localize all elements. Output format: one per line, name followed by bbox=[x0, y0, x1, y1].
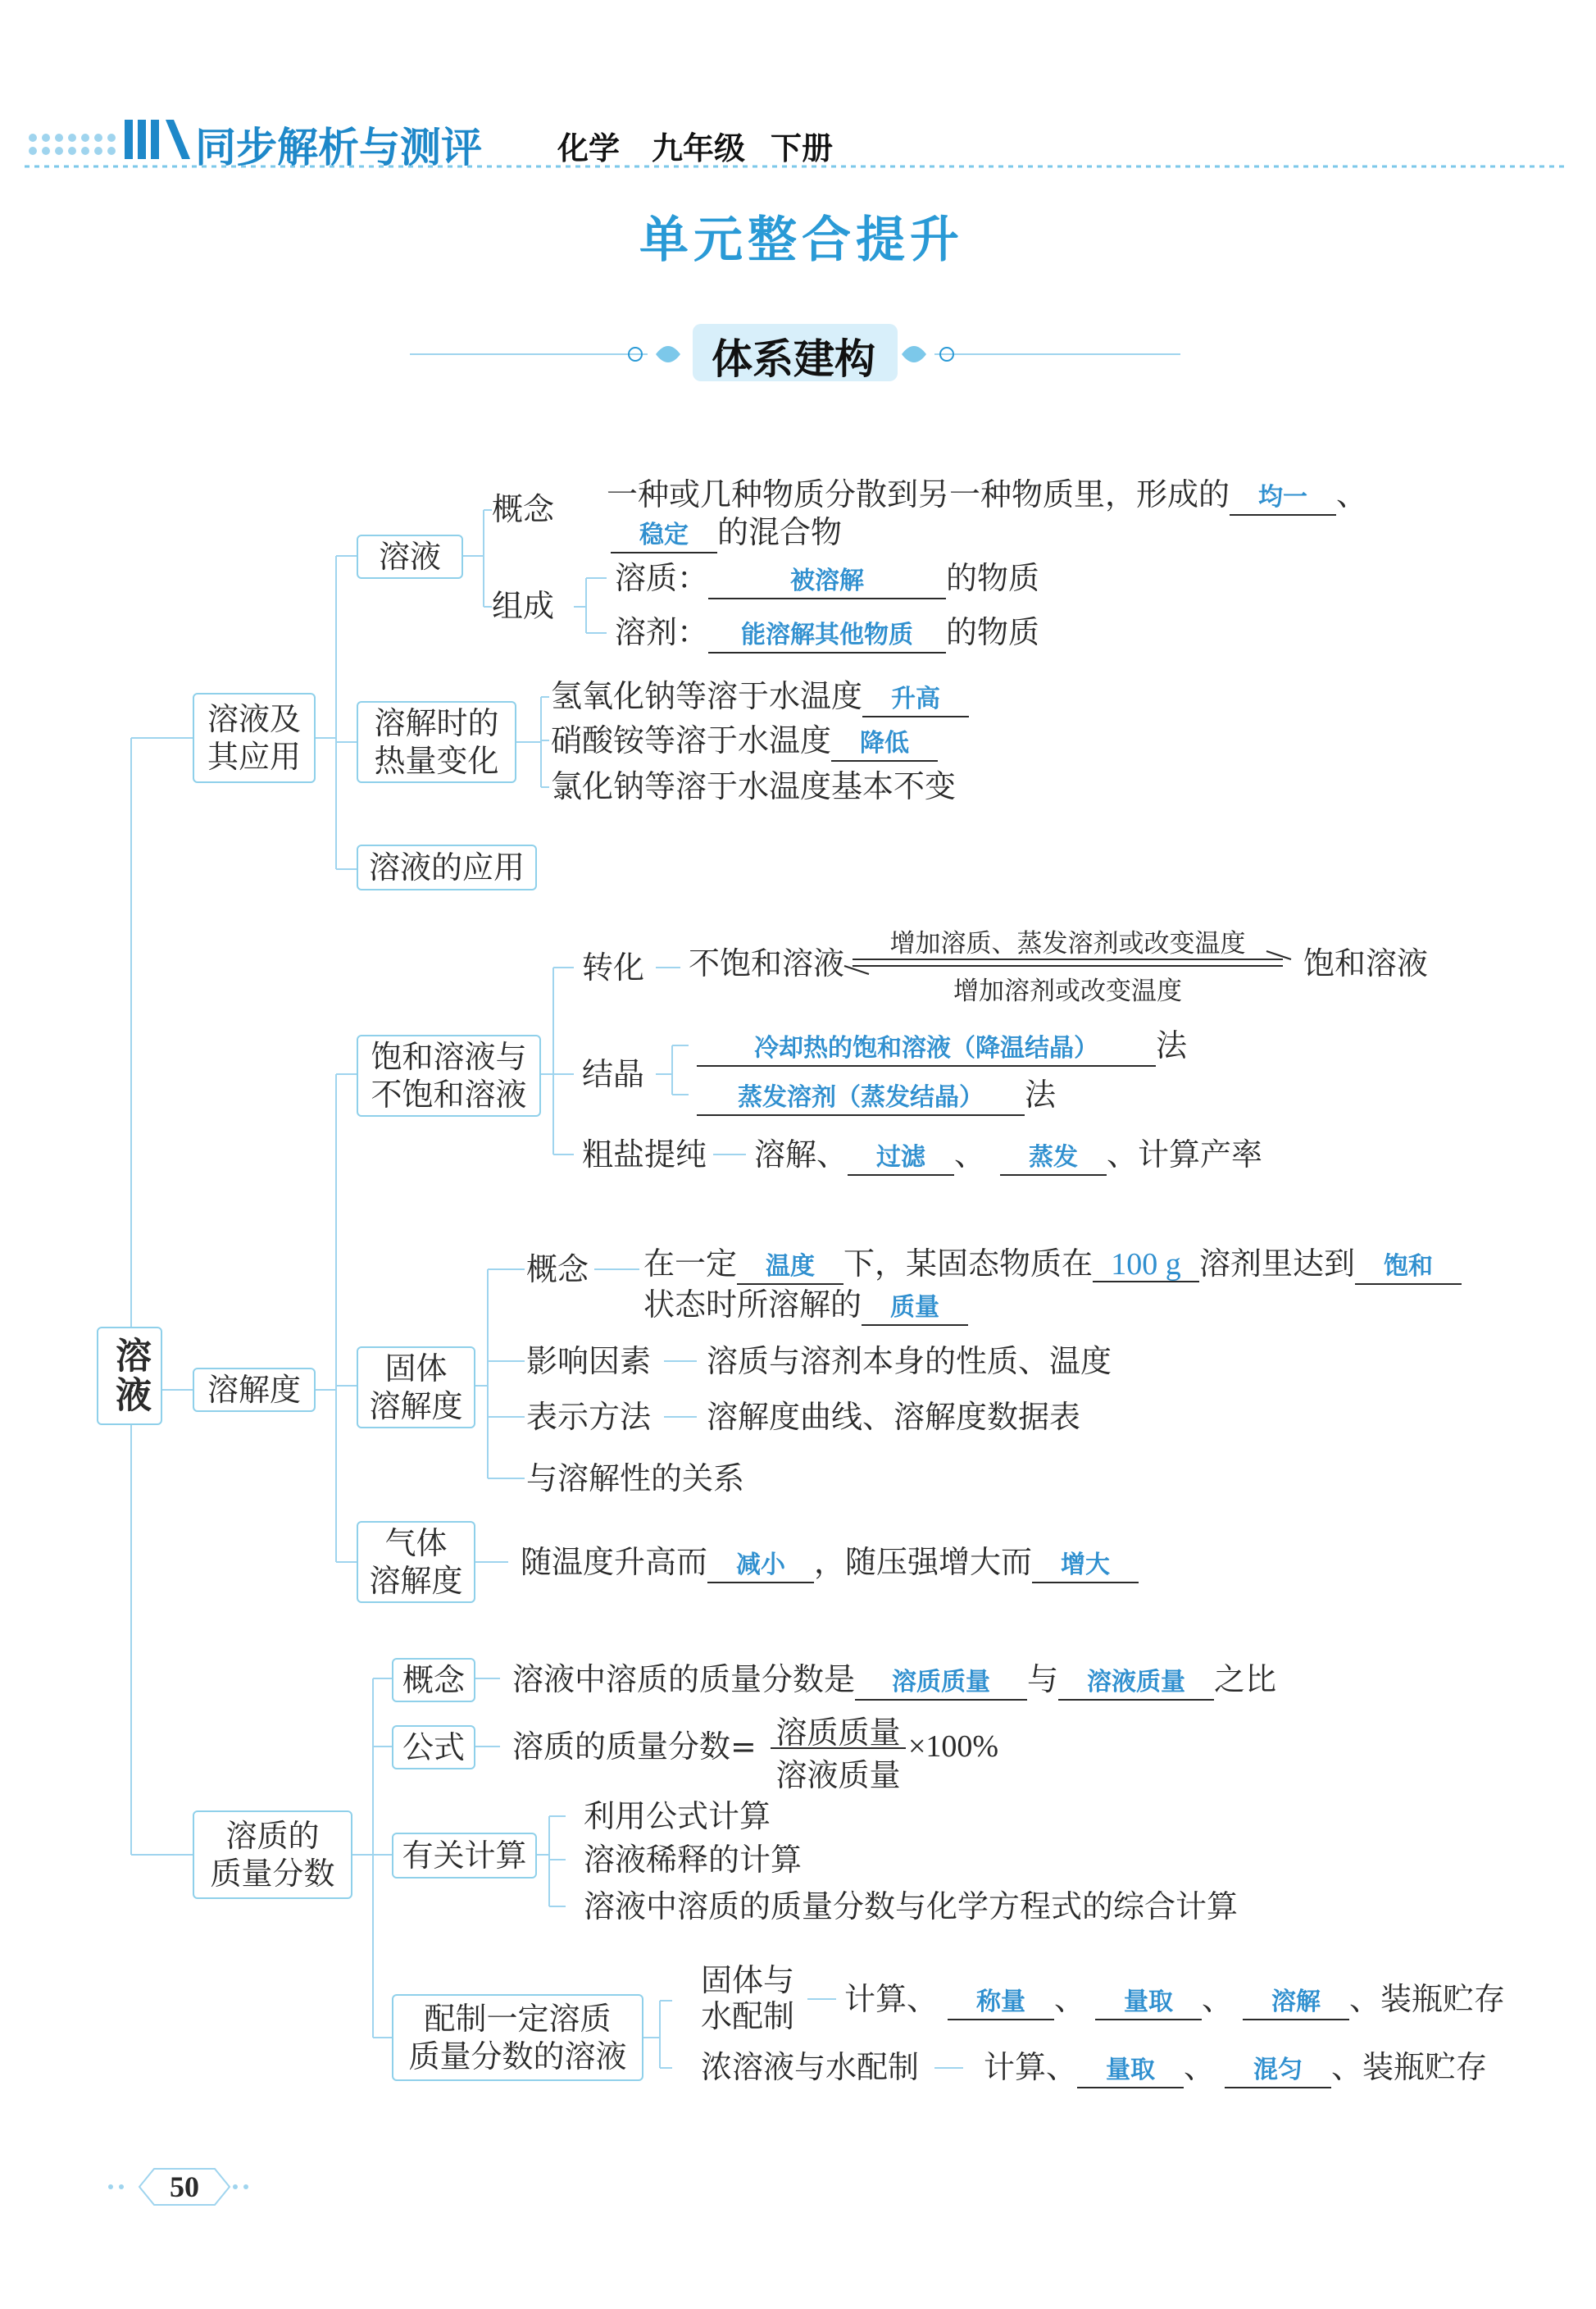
blank-solute: 被溶解 bbox=[708, 565, 946, 599]
blank-stable: 稳定 bbox=[611, 519, 717, 553]
formula-prefix: 溶质的质量分数= bbox=[512, 1728, 757, 1765]
solution-composition-label: 组成 bbox=[492, 588, 555, 624]
section-title: 体系建构 bbox=[712, 335, 875, 383]
gas-solubility-text: 随温度升高而 减小 ，随压强增大而 增大 bbox=[521, 1543, 1139, 1583]
blank-solvent: 能溶解其他物质 bbox=[708, 619, 946, 654]
solute-line: 溶质： 被溶解 的物质 bbox=[615, 559, 1039, 599]
blank-dissolve: 溶解 bbox=[1243, 1986, 1349, 2020]
node-solution: 溶液 bbox=[357, 535, 463, 579]
solid-concept-label: 概念 bbox=[526, 1251, 589, 1287]
heat-nacl: 氯化钠等溶于水温度基本不变 bbox=[551, 768, 957, 804]
root-node: 溶液 bbox=[97, 1327, 162, 1425]
node-heat-change: 溶解时的 热量变化 bbox=[357, 701, 516, 783]
blank-evaporation-crystal: 蒸发溶剂（蒸发结晶） bbox=[697, 1082, 1025, 1116]
blank-cooling-crystal: 冷却热的饱和溶液（降温结晶） bbox=[697, 1032, 1156, 1067]
solid-concept-line2: 状态时所溶解的 质量 bbox=[643, 1286, 968, 1326]
node-formula: 公式 bbox=[392, 1725, 475, 1769]
node-preparation: 配制一定溶质 质量分数的溶液 bbox=[392, 1994, 643, 2081]
factor-label: 影响因素 bbox=[526, 1343, 652, 1379]
blank-filter: 过滤 bbox=[848, 1141, 954, 1176]
mf-concept-text: 溶液中溶质的质量分数是 溶质质量 与 溶液质量 之比 bbox=[512, 1660, 1276, 1701]
node-gas-solubility: 气体 溶解度 bbox=[357, 1521, 475, 1603]
node-calculation: 有关计算 bbox=[392, 1833, 537, 1879]
prep-solid-steps: 计算、 称量 、 量取 、 溶解 、装瓶贮存 bbox=[844, 1980, 1505, 2020]
crystal-cooling: 冷却热的饱和溶液（降温结晶） 法 bbox=[697, 1027, 1187, 1067]
express-text: 溶解度曲线、溶解度数据表 bbox=[707, 1399, 1081, 1435]
blank-temperature: 温度 bbox=[737, 1250, 843, 1285]
crystal-label: 结晶 bbox=[582, 1056, 645, 1092]
blank-weigh: 称量 bbox=[948, 1986, 1054, 2020]
grade: 九年级 bbox=[652, 130, 746, 166]
blank-mass: 质量 bbox=[862, 1291, 968, 1326]
blank-solute-mass: 溶质质量 bbox=[855, 1666, 1027, 1701]
blank-saturated: 饱和 bbox=[1355, 1250, 1462, 1285]
blank-uniform: 均一 bbox=[1230, 481, 1336, 516]
arrow-backward-label: 增加溶剂或改变温度 bbox=[953, 977, 1182, 1006]
crystal-evaporation: 蒸发溶剂（蒸发结晶） 法 bbox=[697, 1076, 1056, 1116]
arrow-forward-label: 增加溶质、蒸发溶剂或改变温度 bbox=[889, 929, 1246, 959]
solution-concept-line1: 一种或几种物质分散到另一种物质里，形成的 均一 、 bbox=[607, 476, 1367, 516]
saturated-solution: 饱和溶液 bbox=[1303, 945, 1429, 981]
blank-evaporate: 蒸发 bbox=[1000, 1141, 1107, 1176]
blank-rise: 升高 bbox=[862, 683, 969, 717]
node-solid-solubility: 固体 溶解度 bbox=[357, 1346, 475, 1428]
blank-measure-2: 量取 bbox=[1077, 2054, 1184, 2088]
branch-solubility: 溶解度 bbox=[193, 1368, 316, 1412]
calc-equation: 溶液中溶质的质量分数与化学方程式的综合计算 bbox=[584, 1888, 1239, 1924]
calc-formula: 利用公式计算 bbox=[584, 1798, 771, 1834]
formula-suffix: ×100% bbox=[908, 1729, 999, 1764]
transform-label: 转化 bbox=[582, 950, 645, 986]
blank-solution-mass: 溶液质量 bbox=[1058, 1666, 1214, 1701]
blank-100g: 100 g bbox=[1093, 1248, 1199, 1282]
node-saturated: 饱和溶液与 不饱和溶液 bbox=[357, 1035, 541, 1117]
blank-measure: 量取 bbox=[1095, 1986, 1202, 2020]
prep-concentrated-steps: 计算、 量取 、 混匀 、装瓶贮存 bbox=[984, 2048, 1487, 2088]
node-mf-concept: 概念 bbox=[392, 1658, 475, 1702]
solubility-relation: 与溶解性的关系 bbox=[526, 1460, 745, 1496]
blank-increase: 增大 bbox=[1032, 1549, 1139, 1583]
salt-purification-label: 粗盐提纯 bbox=[582, 1136, 707, 1173]
solution-concept-label: 概念 bbox=[492, 491, 555, 527]
blank-fall: 降低 bbox=[831, 727, 938, 762]
salt-purification-steps: 溶解、 过滤 、 蒸发 、计算产率 bbox=[754, 1136, 1262, 1176]
subject: 化学 bbox=[557, 130, 621, 166]
formula-denominator: 溶液质量 bbox=[775, 1757, 901, 1793]
express-label: 表示方法 bbox=[526, 1399, 652, 1435]
prep-solid-label: 固体与 水配制 bbox=[701, 1962, 795, 2034]
page-title: 单元整合提升 bbox=[639, 212, 964, 269]
formula-numerator: 溶质质量 bbox=[775, 1715, 901, 1751]
calc-dilution: 溶液稀释的计算 bbox=[584, 1842, 803, 1878]
series-title: 同步解析与测评 bbox=[195, 124, 482, 171]
solution-concept-line2: 稳定 的混合物 bbox=[611, 513, 842, 553]
page-number: 50 bbox=[170, 2170, 199, 2203]
prep-concentrated-label: 浓溶液与水配制 bbox=[701, 2049, 920, 2085]
unsaturated-solution: 不饱和溶液 bbox=[689, 945, 845, 981]
solvent-line: 溶剂： 能溶解其他物质 的物质 bbox=[615, 613, 1039, 654]
node-solution-application: 溶液的应用 bbox=[357, 845, 537, 890]
heat-naoh: 氢氧化钠等溶于水温度 升高 bbox=[551, 677, 969, 717]
blank-decrease: 减小 bbox=[707, 1549, 814, 1583]
heat-nh4no3: 硝酸铵等溶于水温度 降低 bbox=[551, 722, 938, 762]
factor-text: 溶质与溶剂本身的性质、温度 bbox=[707, 1343, 1112, 1379]
branch-mass-fraction: 溶质的 质量分数 bbox=[193, 1810, 352, 1899]
blank-mix: 混匀 bbox=[1225, 2054, 1331, 2088]
volume: 下册 bbox=[771, 130, 834, 166]
solid-concept-line1: 在一定 温度 下，某固态物质在 100 g 溶剂里达到 饱和 bbox=[643, 1245, 1462, 1285]
branch-solution-application: 溶液及 其应用 bbox=[193, 693, 316, 783]
